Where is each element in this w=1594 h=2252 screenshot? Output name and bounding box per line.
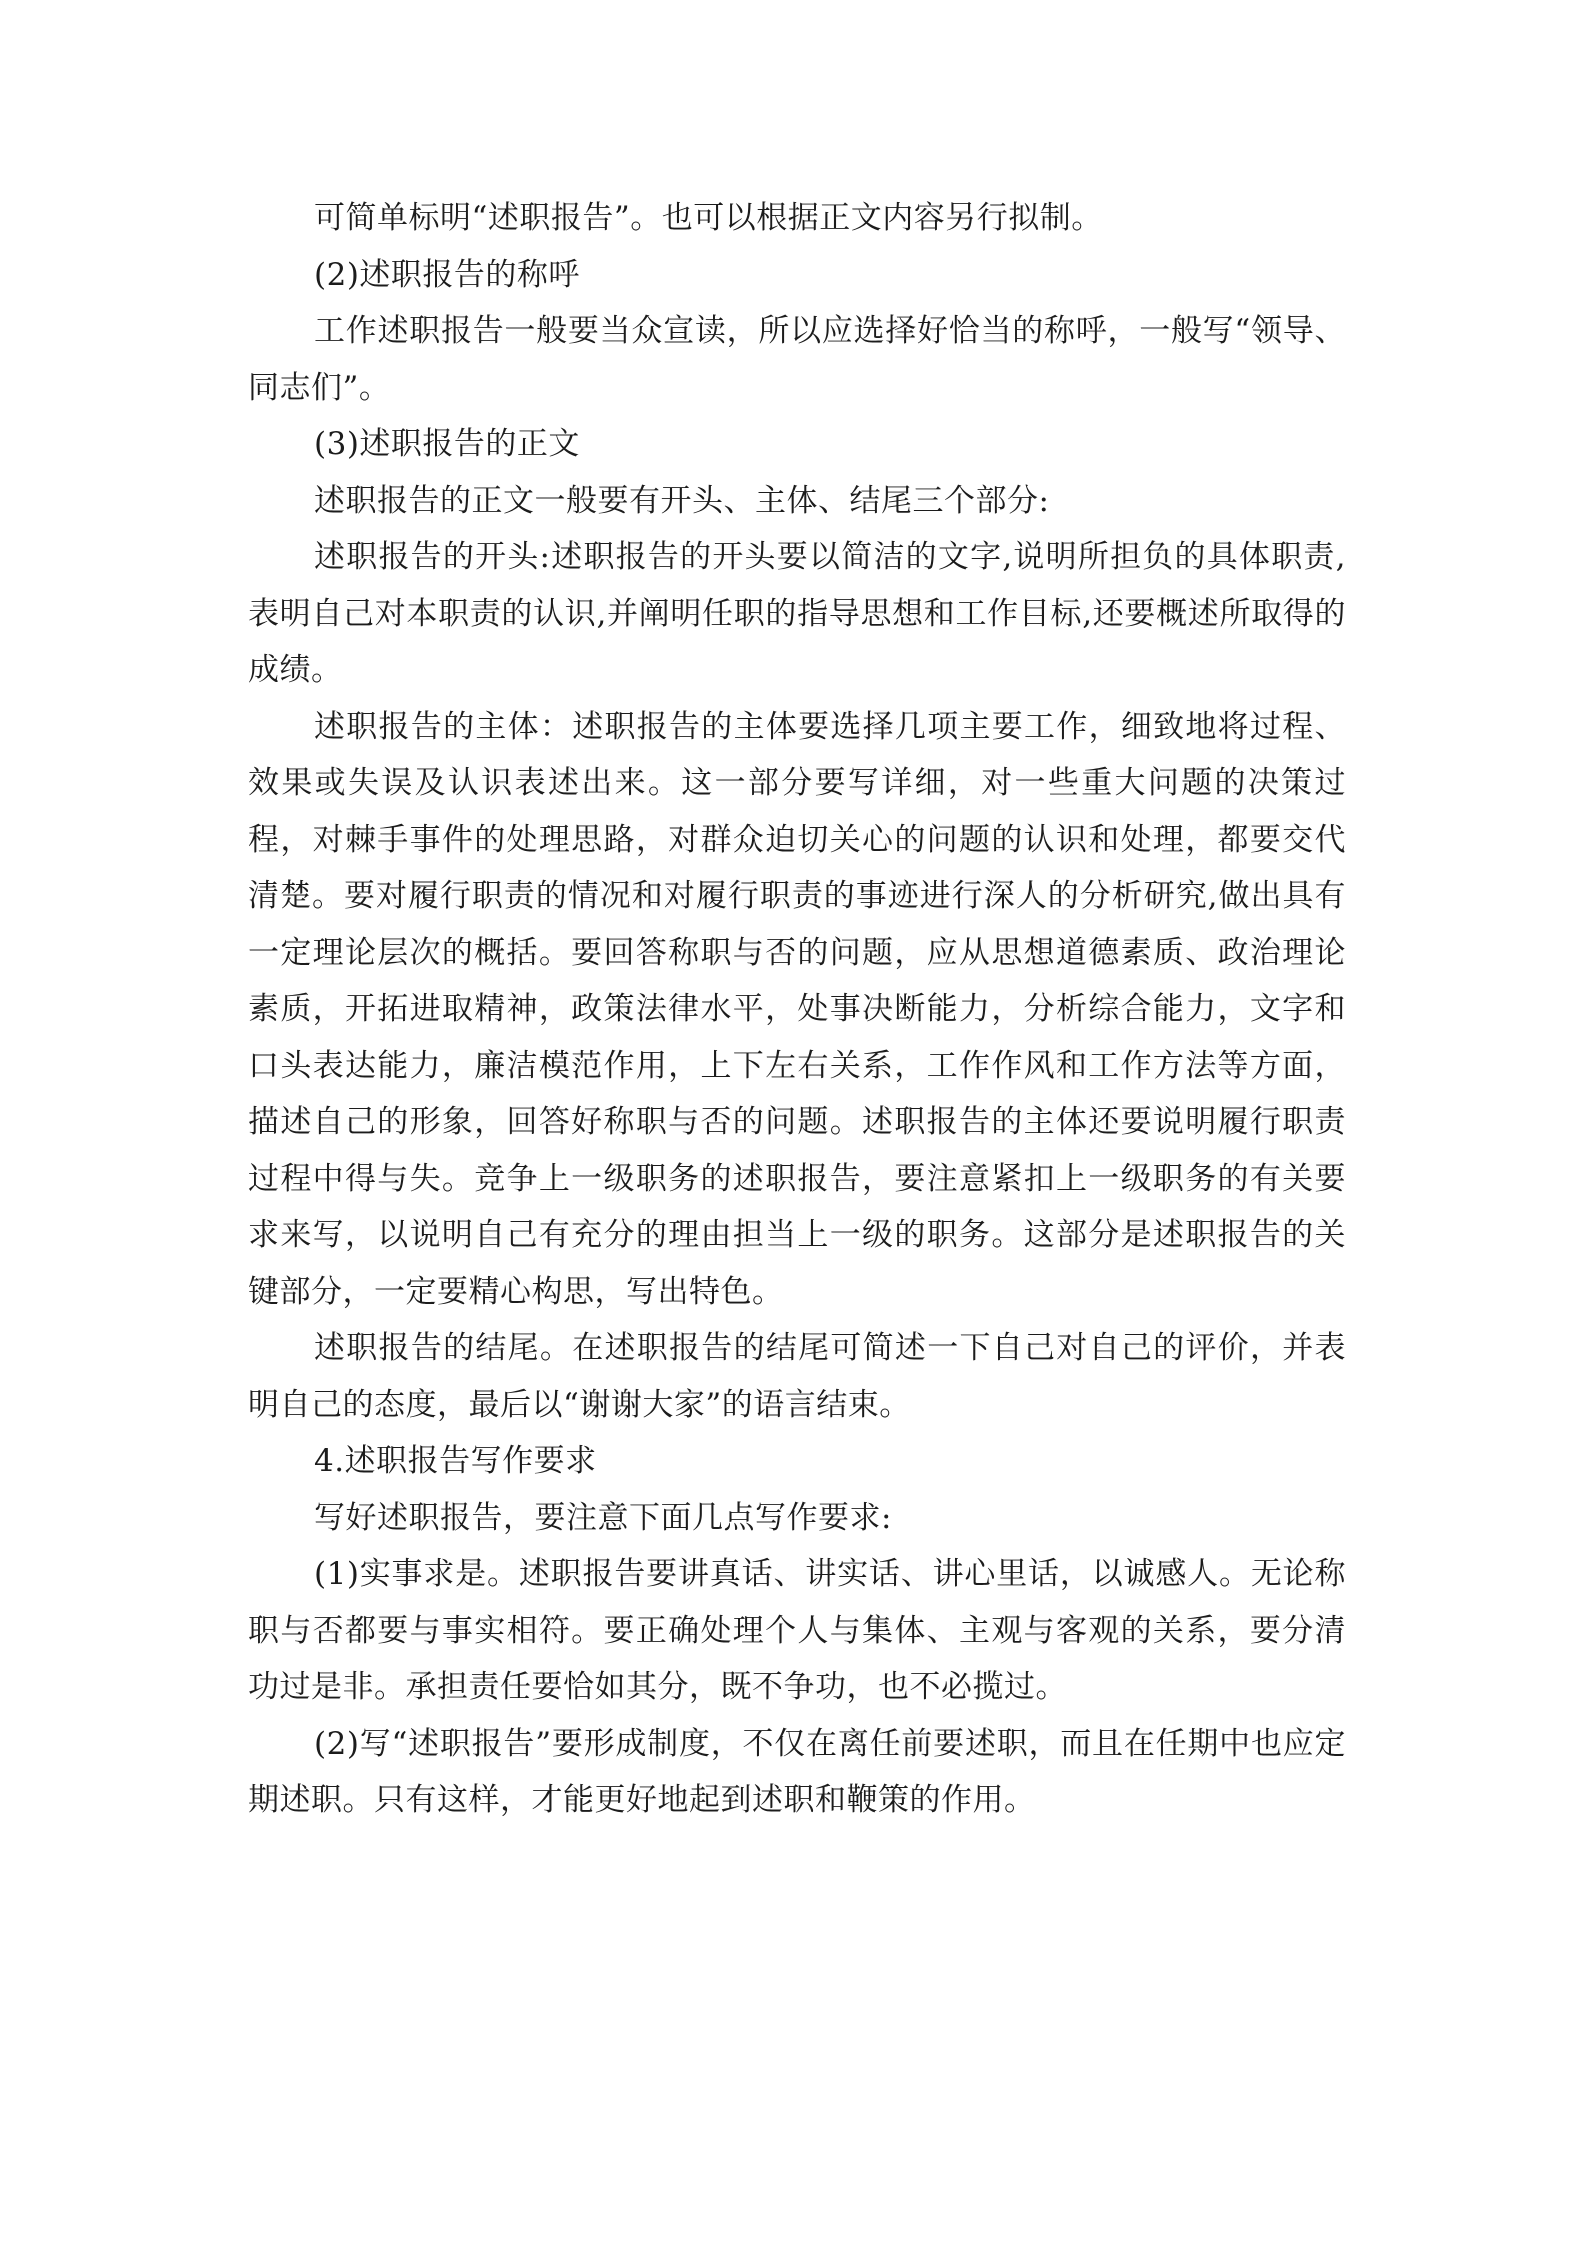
heading-salutation: (2)述职报告的称呼 [314, 256, 580, 293]
paragraph-main-text-parts: 述职报告的正文一般要有开头、主体、结尾三个部分: [314, 482, 1050, 519]
heading-writing-requirements: 4.述职报告写作要求 [314, 1443, 597, 1479]
paragraph-body: 述职报告的主体：述职报告的主体要选择几项主要工作，细致地将过程、效果或失误及认识表述出来。这一部分要写详细，对一些重大问题的决策过程，对棘手事件的处理思路，对群众迫切关心的问题的认识和处理，都要交代清楚。要对履行职责的情况和对履行职责的事迹进行深人的分析研究,做出具有一定理论层次的概括。要回答称职与否的问题，应从思想道德素质、政治理论素质，开拓进取精神，政策法律水平，处事决断能力，分析综合能力，文字和口头表达能力，廉洁模范作用，上下左右关系，工作作风和工作方法等方面，描述自己的形象，回答好称职与否的问题。述职报告的主体还要说明履行职责过程中得与失。竞争上一级职务的述职报告，要注意紧扣上一级职务的有关要求来写，以说明自己有充分的理由担当上一级的职务。这部分是述职报告的关键部分，一定要精心构思，写出特色。 [248, 708, 1346, 1310]
paragraph-requirement-1: (1)实事求是。述职报告要讲真话、讲实话、讲心里话，以诚感人。无论称职与否都要与事实相符。要正确处理个人与集体、主观与客观的关系，要分清功过是非。承担责任要恰如其分，既不争功，也不必揽过。 [248, 1556, 1346, 1705]
paragraph-requirement-2: (2)写“述职报告”要形成制度，不仅在离任前要述职，而且在任期中也应定期述职。只有这样，才能更好地起到述职和鞭策的作用。 [248, 1725, 1346, 1818]
paragraph-ending: 述职报告的结尾。在述职报告的结尾可简述一下自己对自己的评价，并表明自己的态度，最后以“谢谢大家”的语言结束。 [248, 1330, 1346, 1423]
paragraph-opening: 述职报告的开头:述职报告的开头要以简洁的文字,说明所担负的具体职责,表明自己对本职责的认识,并阐明任职的指导思想和工作目标,还要概述所取得的成绩。 [248, 539, 1346, 688]
paragraph-title-note: 可简单标明“述职报告”。也可以根据正文内容另行拟制。 [314, 200, 1103, 236]
heading-main-text: (3)述职报告的正文 [314, 426, 580, 462]
paragraph-requirements-intro: 写好述职报告，要注意下面几点写作要求: [314, 1499, 892, 1536]
document-body [248, 190, 1346, 1829]
paragraph-salutation: 工作述职报告一般要当众宣读，所以应选择好恰当的称呼，一般写“领导、同志们”。 [248, 313, 1346, 406]
